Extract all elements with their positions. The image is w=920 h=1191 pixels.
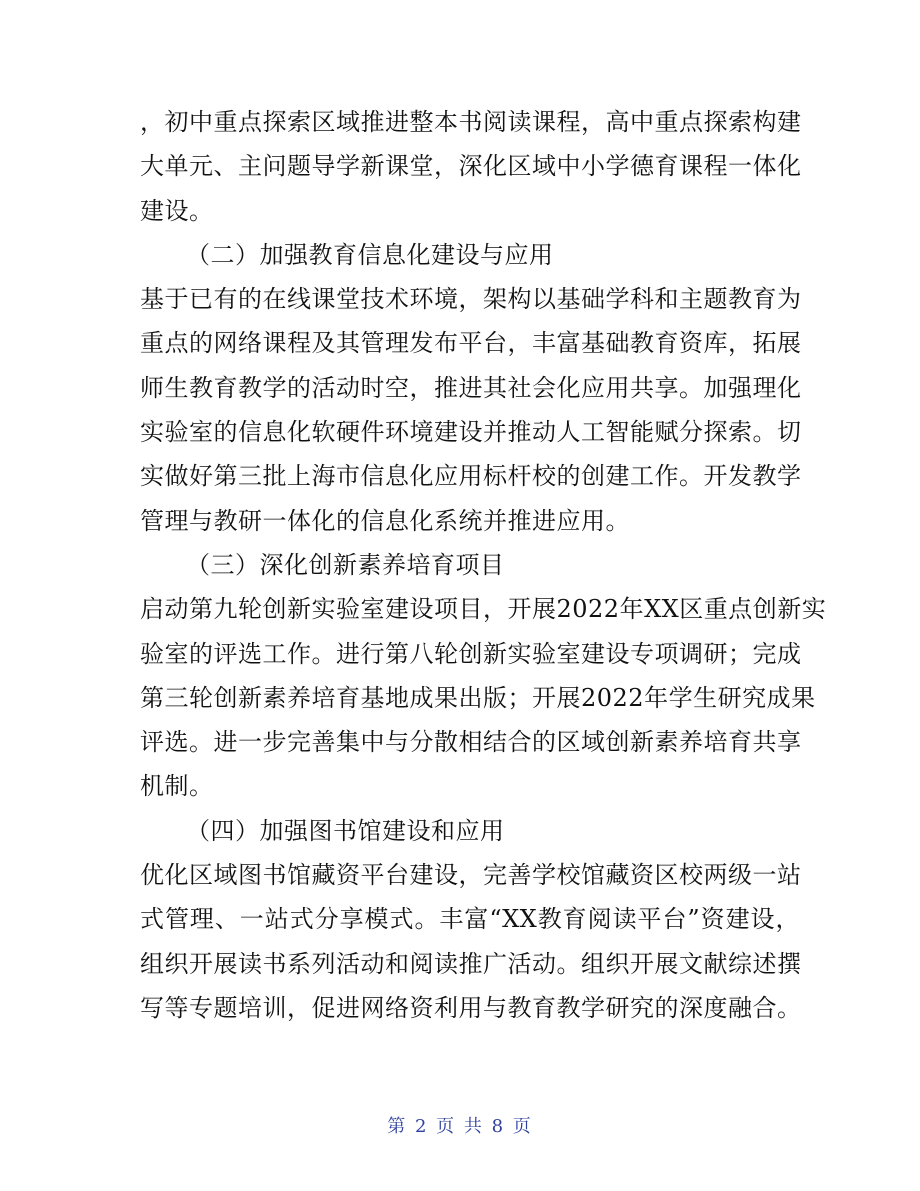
body-line: 组织开展读书系列活动和阅读推广活动。组织开展文献综述撰 [140,949,802,978]
body-line: 管理与教研一体化的信息化系统并推进应用。 [140,506,630,535]
body-line: 评选。进一步完善集中与分散相结合的区域创新素养培育共享 [140,728,802,757]
body-line: 第三轮创新素养培育基地成果出版；开展2022年学生研究成果 [140,683,816,712]
body-line: 师生教育教学的活动时空，推进其社会化应用共享。加强理化 [140,373,802,402]
body-line: 实验室的信息化软硬件环境建设并推动人工智能赋分探索。切 [140,418,802,447]
body-line: 实做好第三批上海市信息化应用标杆校的创建工作。开发教学 [140,462,802,491]
section-heading: （二）加强教育信息化建设与应用 [186,240,554,269]
page-number-footer: 第 2 页 共 8 页 [387,1116,533,1137]
body-line: 验室的评选工作。进行第八轮创新实验室建设专项调研；完成 [140,639,802,668]
body-line: 机制。 [140,772,214,801]
document-body [140,100,827,1030]
body-line: 大单元、主问题导学新课堂，深化区域中小学德育课程一体化 [140,152,802,181]
section-heading: （三）深化创新素养培育项目 [186,550,505,579]
body-line: 式管理、一站式分享模式。丰富“XX教育阅读平台”资建设， [140,905,800,934]
body-line: 写等专题培训，促进网络资利用与教育教学研究的深度融合。 [140,993,802,1022]
body-line: 建设。 [140,196,214,225]
section-heading: （四）加强图书馆建设和应用 [186,816,505,845]
body-line: ，初中重点探索区域推进整本书阅读课程，高中重点探索构建 [140,108,802,136]
body-line: 基于已有的在线课堂技术环境，架构以基础学科和主题教育为 [140,285,802,314]
body-line: 重点的网络课程及其管理发布平台，丰富基础教育资库，拓展 [140,329,802,358]
body-line: 启动第九轮创新实验室建设项目，开展2022年XX区重点创新实 [140,595,827,624]
body-line: 优化区域图书馆藏资平台建设，完善学校馆藏资区校两级一站 [140,861,802,890]
